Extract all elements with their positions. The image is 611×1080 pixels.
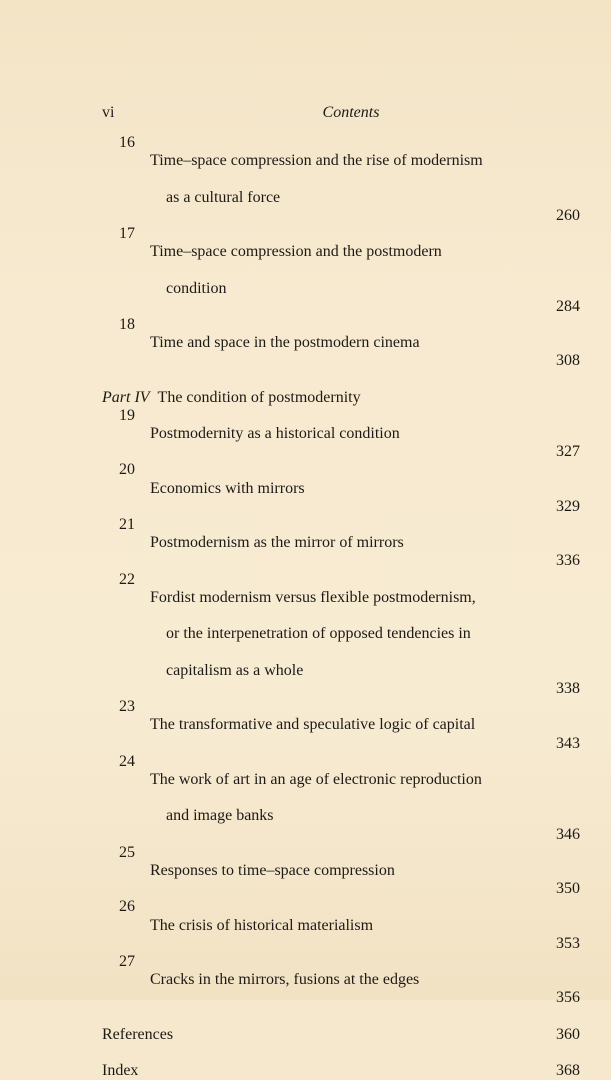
chapter-title [150,225,540,316]
chapter-number: 25 [119,843,135,861]
chapter-title-line: and image banks [166,807,274,825]
folio-number: vi [102,104,115,121]
part-title: The condition of postmodernity [157,388,361,406]
toc-entry [102,844,580,899]
toc-entry [102,461,580,516]
page-number: 360 [556,1025,580,1043]
chapter-number: 20 [119,461,135,479]
table-of-contents [102,134,580,1080]
chapter-title-line: Responses to time–space compression [150,861,395,879]
chapter-title [150,953,540,1008]
chapter-title [150,571,540,698]
toc-entry [102,225,580,316]
page-number: 353 [556,934,580,952]
chapter-number: 26 [119,898,135,916]
chapter-title [150,753,540,844]
chapter-title [150,898,540,953]
chapter-title [150,698,540,753]
chapter-title-line: Economics with mirrors [150,479,305,497]
toc-entry [102,698,580,753]
chapter-number: 16 [119,134,135,151]
chapter-title-line: The transformative and speculative logic of capital [150,716,476,734]
chapter-title-line: The work of art in an age of electronic reproduction [150,770,482,788]
page-number: 368 [556,1061,580,1079]
chapter-title [150,516,540,571]
toc-entry [102,516,580,571]
chapter-title-line: or the interpenetration of opposed tendencies in [166,625,471,643]
toc-entry [102,898,580,953]
page-number: 346 [556,825,580,843]
spacer [102,1008,580,1026]
index-entry [102,1062,580,1080]
page-number: 336 [556,552,580,570]
running-head: Contents [322,104,380,121]
page-header [102,104,580,126]
toc-entry [102,953,580,1008]
chapter-number: 24 [119,752,135,770]
chapter-title [150,461,540,516]
chapter-number: 23 [119,698,135,716]
page-number: 284 [556,297,580,315]
chapter-title-line: as a cultural force [166,188,281,206]
chapter-title-line: Time–space compression and the postmodern [150,243,442,261]
chapter-title-line: capitalism as a whole [166,661,304,679]
chapter-title-line: Postmodernity as a historical condition [150,425,400,443]
index-label: Index [102,1061,139,1079]
part-label: Part IV [102,388,150,406]
page-number: 343 [556,734,580,752]
toc-entry [102,407,580,462]
references-entry [102,1026,580,1044]
chapter-title [150,134,540,225]
toc-entry [102,316,580,371]
page-number: 350 [556,880,580,898]
chapter-number: 21 [119,516,135,534]
page-number: 260 [556,206,580,224]
toc-entry [102,571,580,698]
chapter-title [150,844,540,899]
chapter-title-line: Time and space in the postmodern cinema [150,334,420,352]
chapter-title-line: Postmodernism as the mirror of mirrors [150,534,404,552]
page-number: 327 [556,443,580,461]
chapter-title-line: The crisis of historical materialism [150,916,374,934]
chapter-title [150,407,540,462]
page-number: 338 [556,679,580,697]
chapter-title-line: Time–space compression and the rise of modernism [150,152,483,170]
chapter-number: 27 [119,952,135,970]
part-heading [102,389,580,407]
chapter-number: 18 [119,316,135,334]
toc-entry [102,753,580,844]
page-number: 329 [556,497,580,515]
toc-entry [102,134,580,225]
references-label: References [102,1025,174,1043]
page-number: 308 [556,352,580,370]
page-number: 356 [556,989,580,1007]
chapter-title-line: Fordist modernism versus flexible postmodernism, [150,588,476,606]
chapter-number: 19 [119,406,135,424]
spacer [102,1044,580,1062]
chapter-title-line: Cracks in the mirrors, fusions at the edges [150,971,420,989]
chapter-number: 22 [119,570,135,588]
chapter-number: 17 [119,225,135,243]
chapter-title [150,316,540,371]
chapter-title-line: condition [166,279,227,297]
